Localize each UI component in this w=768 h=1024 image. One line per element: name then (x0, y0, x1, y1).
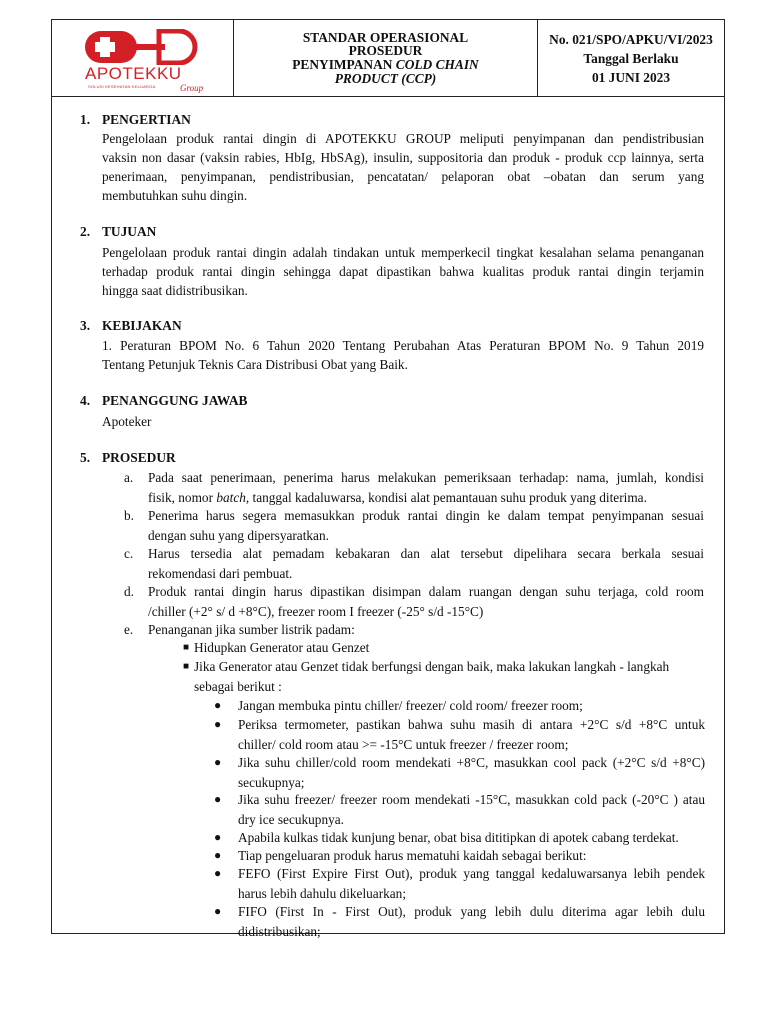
document-number: No. 021/SPO/APKU/VI/2023 (549, 31, 713, 47)
section-title-prosedur: 5. PROSEDUR (80, 450, 176, 465)
dot-bullet-icon: ● (214, 698, 222, 712)
square-bullet-icon: ■ (183, 642, 190, 653)
title-line-4: PRODUCT (CCP) (334, 70, 437, 86)
title-line-1: STANDAR OPERASIONAL (302, 29, 469, 45)
dot-bullet-icon: ● (214, 866, 222, 880)
logo-tagline: SOLUSI KESEHATAN KELUARGA (88, 84, 156, 89)
title-line-3: PENYIMPANAN COLD CHAIN (292, 57, 479, 72)
date-label: Tanggal Berlaku (583, 50, 679, 66)
dot-bullet-icon: ● (214, 792, 222, 806)
section-title-pengertian: 1. PENGERTIAN (80, 112, 191, 127)
title-line-2: PROSEDUR (348, 43, 423, 59)
dot-bullet-icon: ● (214, 717, 222, 731)
section-body-penanggung-jawab: Apoteker (102, 414, 152, 429)
dot-bullet-icon: ● (214, 848, 222, 862)
section-title-tujuan: 2. TUJUAN (80, 224, 157, 239)
effective-date: 01 JUNI 2023 (591, 69, 671, 85)
dot-bullet-icon: ● (214, 904, 222, 918)
dot-bullet-icon: ● (214, 755, 222, 769)
logo-group-text: Group (180, 83, 204, 93)
section-body-tujuan: Pengelolaan produk rantai dingin adalah tindakan untuk memperkecil tingkat kesalahan selama penanganan terhadap produk rantai dingin sehingga dapat dipastikan bahwa kualitas produk rantai dingin terjamin hingga saat didistribusikan. (102, 245, 704, 298)
section-body-kebijakan: 1. Peraturan BPOM No. 6 Tahun 2020 Tentang Perubahan Atas Peraturan BPOM No. 9 Tahun 2019 Tentang Petunjuk Teknis Cara Distribusi Obat yang Baik. (102, 338, 704, 372)
section-title-kebijakan: 3. KEBIJAKAN (80, 318, 182, 333)
dot-bullet-icon: ● (214, 830, 222, 844)
logo-wordmark: APOTEKKU (85, 64, 182, 83)
document-body: 1. PENGERTIAN Pengelolaan produk rantai dingin di APOTEKKU GROUP meliputi penyimpanan dan pendistribusian vaksin non dasar (vaksin rabies, HbIg, HbSAg), insulin, suppositoria dan produk - produk ccp lainnya, serta penerimaan, penyimpanan, pendistribusian, pencatatan/ pelaporan obat –obatan dan serum yang membutuhkan suhu dingin. 2. TUJUAN Pengelolaan produk rantai dingin adalah tindakan untuk memperkecil tingkat kesalahan selama penanganan terhadap produk rantai dingin sehingga dapat dipastikan bahwa kualitas produk rantai dingin terjamin hingga saat didistribusikan. 3. KEBIJAKAN 1. Peraturan BPOM No. 6 Tahun 2020 Tentang Perubahan Atas Peraturan BPOM No. 9 Tahun 2019 Tentang Petunjuk Teknis Cara Distribusi Obat yang Baik. 4. PENANGGUNG JAWAB Apoteker 5. PROSEDUR a. Pada saat penerimaan, penerima harus melakukan pemeriksaan terhadap: nama, jumlah, kondisi fisik, nomor batch, tanggal kadaluwarsa, kondisi alat pemantauan suhu produk yang diterima. b. Penerima harus segera memasukkan produk rantai dingin ke dalam tempat penyimpanan sesuai dengan suhu yang dipersyaratkan. c. Harus tersedia alat pemadam kebakaran dan alat tersebut dipelihara secara berkala sesuai rekomendasi dari pembuat. d. Produk rantai dingin harus dipastikan disimpan dalam ruangan dengan suhu terjaga, cold room /chiller (+2° s/ d +8°C), freezer room I freezer (-25° s/d -15°C) e. Penanganan jika sumber listrik padam: ■ Hidupkan Generator atau Genzet ■ Jika Generator atau Genzet tidak berfungsi dengan baik, maka lakukan langkah - langkah sebagai berikut : ● Jangan membuka pintu chiller/ freezer/ cold room/ freezer room; ● Periksa termometer, pastikan bahwa suhu masih di antara +2°C s/d +8°C untuk chiller/ cold room atau >= -15°C untuk freezer / freezer room; ● Jika suhu chiller/cold room mendekati +8°C, masukkan cool pack (+2°C s/d +8°C) secukupnya; ● Jika suhu freezer/ freezer room mendekati -15°C, masukkan cold pack (-20°C ) atau dry ice secukupnya. ● Apabila kulkas tidak kunjung benar, obat bisa dititipkan di apotek cabang terdekat. ● Tiap pengeluaran produk harus mematuhi kaidah sebagai berikut: ● FEFO (First Expire First Out), produk yang tanggal kedaluwarsanya lebih pendek harus lebih dahulu dikeluarkan; ● FIFO (First In - First Out), produk yang lebih dulu diterima agar lebih dulu didistribusikan; (80, 112, 705, 939)
section-body-pengertian: Pengelolaan produk rantai dingin di APOTEKKU GROUP meliputi penyimpanan dan pendistribusian vaksin non dasar (vaksin rabies, HbIg, HbSAg), insulin, suppositoria dan produk - produk ccp lainnya, serta penerimaan, penyimpanan, pendistribusian, pencatatan/ pelaporan obat –obatan dan serum yang membutuhkan suhu dingin. (102, 131, 704, 203)
square-bullet-icon: ■ (183, 661, 190, 672)
section-title-penanggung-jawab: 4. PENANGGUNG JAWAB (80, 393, 248, 408)
